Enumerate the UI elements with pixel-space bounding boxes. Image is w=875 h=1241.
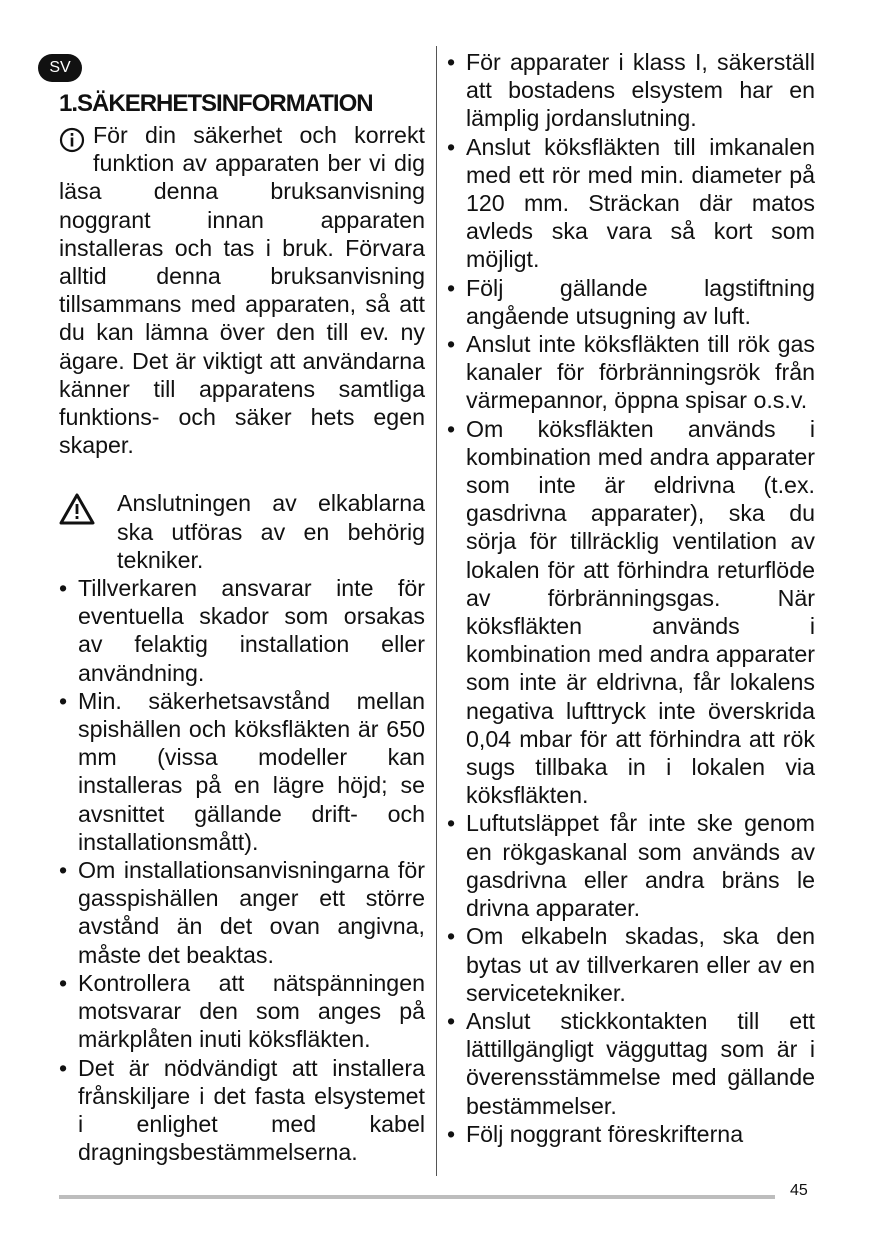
- language-badge: SV: [38, 54, 82, 82]
- list-item: • Om installationsanvisningarna för gasspishällen anger ett större avstånd än det ovan angivna, måste det beaktas.: [59, 856, 425, 969]
- info-icon: [59, 127, 85, 153]
- list-item: • Det är nödvändigt att installera frånskiljare i det fasta elsystemet i enlighet med kabel dragningsbestämmelserna.: [59, 1054, 425, 1167]
- list-item: • Anslut inte köksfläkten till rök gas kanaler för förbränningsrök från värmepannor, öppna spisar o.s.v.: [447, 330, 815, 415]
- section-title: 1.SÄKERHETSINFORMATION: [59, 90, 373, 117]
- list-item: • Anslut köksfläkten till imkanalen med ett rör med min. diameter på 120 mm. Sträckan där matos avleds ska vara så kort som möjligt.: [447, 133, 815, 274]
- list-item: • Luftutsläppet får inte ske genom en rökgaskanal som används av gasdrivna eller andra bräns le drivna apparater.: [447, 809, 815, 922]
- list-item: • Anslut stickkontakten till ett lättillgängligt vägguttag som är i överensstämmelse med gällande bestämmelser.: [447, 1007, 815, 1120]
- list-item: • Min. säkerhetsavstånd mellan spishällen och köksfläkten är 650 mm (vissa modeller kan installeras på en lägre höjd; se avsnittet gällande drift- och installationsmått).: [59, 687, 425, 856]
- right-bullet-list: [447, 48, 815, 1148]
- list-item: • Följ noggrant föreskrifterna: [447, 1120, 815, 1148]
- warning-text: Anslutningen av elkablarna ska utföras av en behörig tekniker.: [117, 490, 425, 573]
- list-item: • Tillverkaren ansvarar inte för eventuella skador som orsakas av felaktig installation eller användning.: [59, 574, 425, 687]
- list-item: • Följ gällande lagstiftning angående utsugning av luft.: [447, 274, 815, 330]
- column-divider: [436, 46, 437, 1176]
- footer-rule: [59, 1195, 775, 1199]
- left-bullet-list: [59, 574, 425, 1166]
- warning-block: [59, 489, 425, 574]
- list-item: • För apparater i klass I, säkerställ att bostadens elsystem har en lämplig jordanslutning.: [447, 48, 815, 133]
- list-item: • Kontrollera att nätspänningen motsvarar den som anges på märkplåten inuti köksfläkten.: [59, 969, 425, 1054]
- right-column: [447, 48, 815, 1148]
- list-item: • Om köksfläkten används i kombination med andra apparater som inte är eldrivna (t.ex. gasdrivna apparater), ska du sörja för tillräcklig ventilation av lokalen för att förhindra returflöde av förbränningsgas. När köksfläkten används i kombination med andra apparater som inte är eldrivna, får lokalens negativa lufttryck inte överskrida 0,04 mbar för att förhindra att rök sugs tillbaka in i lokalen via köksfläkten.: [447, 415, 815, 810]
- warning-triangle-icon: [59, 493, 95, 525]
- page-number: 45: [790, 1182, 808, 1199]
- left-column: [59, 87, 425, 1166]
- list-item: • Om elkabeln skadas, ska den bytas ut av tillverkaren eller av en servicetekniker.: [447, 922, 815, 1007]
- intro-text: För din säkerhet och korrekt funktion av apparaten ber vi dig läsa denna bruksanvisning noggrant innan apparaten installeras och tas i bruk. Förvara alltid denna bruksanvisning tillsammans med apparaten, så att du kan lämna över den till ev. ny ägare. Det är viktigt att användarna känner till apparatens samtliga funktions- och säker hets egen skaper.: [59, 122, 425, 459]
- intro-paragraph: [59, 121, 425, 459]
